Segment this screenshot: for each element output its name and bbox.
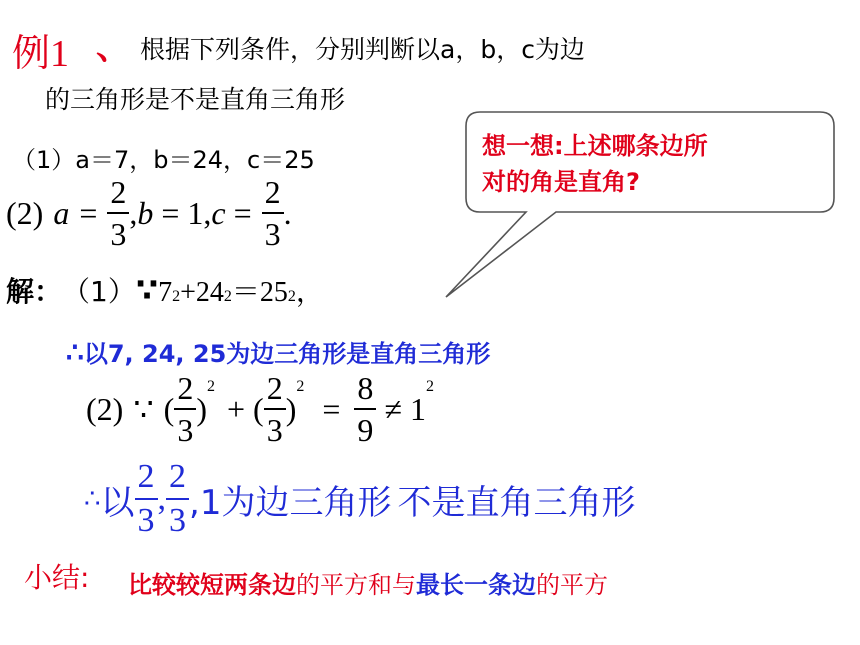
fraction-two-thirds: $\frac{2}{3}$: [174, 372, 196, 446]
summary-label: 小结:: [24, 561, 90, 594]
because-symbol: ∵: [135, 271, 159, 309]
fraction-two-thirds: $\frac{2}{3}$: [135, 460, 158, 538]
condition-2: (2) a = $\frac{2}{3}$ , b = 1 , c = $\frac{2}{3}$ .: [6, 174, 292, 252]
var-b: b: [137, 194, 154, 231]
fraction-two-thirds: $\frac{2}{3}$: [264, 372, 286, 446]
fraction-two-thirds: $\frac{2}{3}$: [166, 460, 189, 538]
fraction-two-thirds: $\frac{2}{3}$: [262, 176, 284, 250]
summary-text: 比较较短两条边 的平方和与 最长一条边 的平方: [128, 571, 608, 599]
var-a: a: [53, 194, 70, 231]
solution-label: 解：: [6, 275, 63, 308]
callout-line-1: 想一想:上述哪条边所: [482, 132, 708, 160]
conclusion-2: ∴ 以 $\frac{2}{3}$ , $\frac{2}{3}$ ,1为边三角形 不是直角三角形: [84, 458, 636, 539]
value-one: 1: [187, 194, 204, 231]
problem-line-2: 的三角形是不是直角三角形: [45, 85, 346, 114]
fraction-eight-ninths: $\frac{8}{9}$: [354, 372, 376, 446]
example-separator: 、: [96, 30, 130, 67]
fraction-two-thirds: $\frac{2}{3}$: [107, 176, 129, 250]
example-label: 例1: [12, 33, 70, 75]
conclusion-1: ∴ 以7, 24, 25为边三角形是直角三角形: [66, 336, 491, 369]
because-symbol-2: ∵: [133, 391, 154, 427]
therefore-symbol: ∴: [66, 336, 84, 369]
equals: =: [79, 194, 98, 231]
part1-prefix: （1）: [62, 275, 136, 308]
cond2-prefix: (2): [6, 194, 44, 231]
solution-line-1: 解： （1） ∵ 7 2 +24 2 ＝25 $_2$ ，: [6, 271, 324, 309]
callout-line-2: 对的角是直角?: [482, 168, 640, 196]
therefore-symbol-2: ∴: [84, 484, 101, 513]
not-equal-symbol: ≠: [384, 390, 402, 427]
problem-line-1: 根据下列条件，分别判断以a，b，c为边: [140, 35, 585, 64]
var-c: c: [211, 194, 226, 231]
condition-1: （1）a＝7，b＝24，c＝25: [12, 146, 315, 174]
solution-line-2: (2) ∵ ( $\frac{2}{3}$ ) $^2$ + ( $\frac{2}{3}$ ) $^2$ = $\frac{8}{9}$ ≠ 1 $^2$: [86, 370, 434, 448]
